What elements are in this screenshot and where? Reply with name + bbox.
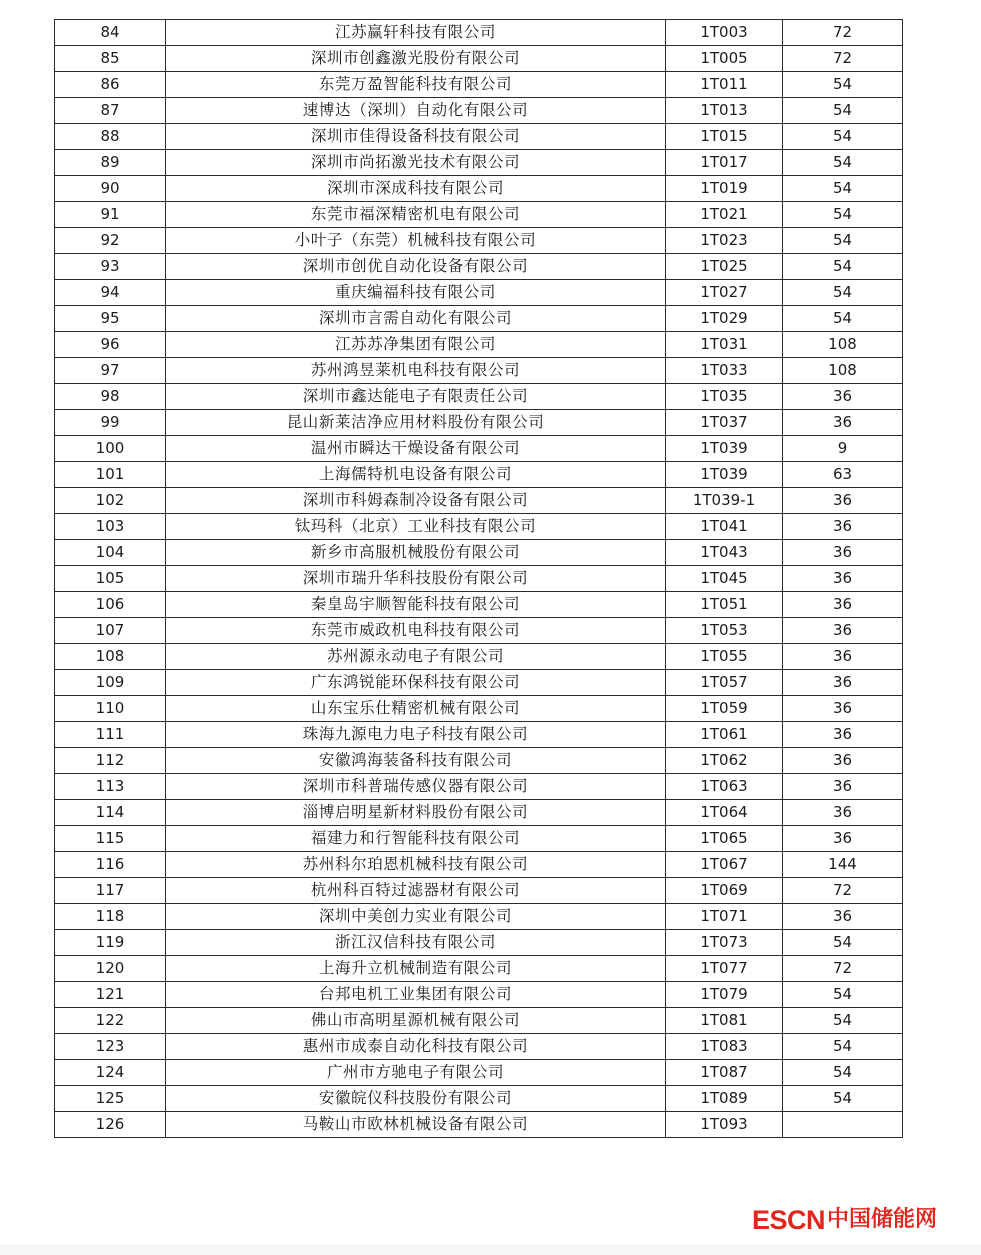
table-row: [55, 176, 903, 202]
area-quantity-cell: 36: [783, 410, 903, 436]
booth-code-cell: 1T011: [666, 72, 783, 98]
row-index-cell: 126: [55, 1112, 166, 1138]
booth-code-cell: 1T033: [666, 358, 783, 384]
area-quantity-cell: 36: [783, 514, 903, 540]
table-body: [55, 20, 903, 1138]
area-quantity-cell: 36: [783, 488, 903, 514]
table-row: [55, 930, 903, 956]
table-row: [55, 410, 903, 436]
booth-code-cell: 1T062: [666, 748, 783, 774]
area-quantity-cell: 54: [783, 150, 903, 176]
area-quantity-cell: 36: [783, 592, 903, 618]
area-quantity-cell: 54: [783, 1060, 903, 1086]
area-quantity-cell: 54: [783, 930, 903, 956]
company-name-cell: 深圳市尚拓激光技术有限公司: [166, 150, 666, 176]
table-row: [55, 904, 903, 930]
booth-code-cell: 1T081: [666, 1008, 783, 1034]
area-quantity-cell: 54: [783, 1008, 903, 1034]
row-index-cell: 124: [55, 1060, 166, 1086]
exhibitor-table-container: [54, 19, 902, 1138]
company-name-cell: 苏州科尔珀恩机械科技有限公司: [166, 852, 666, 878]
exhibitor-booth-table: [54, 19, 903, 1138]
company-name-cell: 钛玛科（北京）工业科技有限公司: [166, 514, 666, 540]
row-index-cell: 112: [55, 748, 166, 774]
booth-code-cell: 1T013: [666, 98, 783, 124]
booth-code-cell: 1T071: [666, 904, 783, 930]
table-row: [55, 306, 903, 332]
row-index-cell: 98: [55, 384, 166, 410]
area-quantity-cell: 54: [783, 280, 903, 306]
table-row: [55, 514, 903, 540]
row-index-cell: 116: [55, 852, 166, 878]
company-name-cell: 深圳市创优自动化设备有限公司: [166, 254, 666, 280]
company-name-cell: 昆山新莱洁净应用材料股份有限公司: [166, 410, 666, 436]
area-quantity-cell: 54: [783, 228, 903, 254]
company-name-cell: 苏州源永动电子有限公司: [166, 644, 666, 670]
company-name-cell: 深圳市科姆森制冷设备有限公司: [166, 488, 666, 514]
table-row: [55, 488, 903, 514]
table-row: [55, 852, 903, 878]
booth-code-cell: 1T027: [666, 280, 783, 306]
booth-code-cell: 1T061: [666, 722, 783, 748]
area-quantity-cell: 36: [783, 618, 903, 644]
area-quantity-cell: 54: [783, 176, 903, 202]
table-row: [55, 748, 903, 774]
table-row: [55, 670, 903, 696]
booth-code-cell: 1T063: [666, 774, 783, 800]
company-name-cell: 重庆编福科技有限公司: [166, 280, 666, 306]
area-quantity-cell: 36: [783, 670, 903, 696]
area-quantity-cell: 36: [783, 826, 903, 852]
area-quantity-cell: 72: [783, 46, 903, 72]
company-name-cell: 深圳市科普瑞传感仪器有限公司: [166, 774, 666, 800]
booth-code-cell: 1T055: [666, 644, 783, 670]
company-name-cell: 惠州市成泰自动化科技有限公司: [166, 1034, 666, 1060]
table-row: [55, 696, 903, 722]
table-row: [55, 98, 903, 124]
company-name-cell: 速博达（深圳）自动化有限公司: [166, 98, 666, 124]
area-quantity-cell: 54: [783, 982, 903, 1008]
row-index-cell: 108: [55, 644, 166, 670]
booth-code-cell: 1T065: [666, 826, 783, 852]
row-index-cell: 91: [55, 202, 166, 228]
company-name-cell: 深圳市鑫达能电子有限责任公司: [166, 384, 666, 410]
watermark-latin-text: ESCN: [752, 1205, 826, 1235]
table-row: [55, 566, 903, 592]
page-bottom-edge: [0, 1244, 981, 1255]
booth-code-cell: 1T039: [666, 462, 783, 488]
table-row: [55, 384, 903, 410]
area-quantity-cell: 54: [783, 1086, 903, 1112]
company-name-cell: 上海升立机械制造有限公司: [166, 956, 666, 982]
row-index-cell: 113: [55, 774, 166, 800]
row-index-cell: 105: [55, 566, 166, 592]
area-quantity-cell: 144: [783, 852, 903, 878]
row-index-cell: 101: [55, 462, 166, 488]
area-quantity-cell: 9: [783, 436, 903, 462]
area-quantity-cell: 54: [783, 254, 903, 280]
table-row: [55, 592, 903, 618]
booth-code-cell: 1T025: [666, 254, 783, 280]
table-row: [55, 228, 903, 254]
area-quantity-cell: 63: [783, 462, 903, 488]
row-index-cell: 99: [55, 410, 166, 436]
row-index-cell: 114: [55, 800, 166, 826]
booth-code-cell: 1T053: [666, 618, 783, 644]
table-row: [55, 1086, 903, 1112]
booth-code-cell: 1T005: [666, 46, 783, 72]
row-index-cell: 118: [55, 904, 166, 930]
booth-code-cell: 1T079: [666, 982, 783, 1008]
table-row: [55, 202, 903, 228]
booth-code-cell: 1T073: [666, 930, 783, 956]
booth-code-cell: 1T093: [666, 1112, 783, 1138]
booth-code-cell: 1T041: [666, 514, 783, 540]
row-index-cell: 84: [55, 20, 166, 46]
company-name-cell: 江苏赢轩科技有限公司: [166, 20, 666, 46]
booth-code-cell: 1T059: [666, 696, 783, 722]
table-row: [55, 878, 903, 904]
booth-code-cell: 1T045: [666, 566, 783, 592]
area-quantity-cell: 36: [783, 722, 903, 748]
area-quantity-cell: 36: [783, 774, 903, 800]
company-name-cell: 深圳中美创力实业有限公司: [166, 904, 666, 930]
company-name-cell: 上海儒特机电设备有限公司: [166, 462, 666, 488]
area-quantity-cell: 36: [783, 644, 903, 670]
row-index-cell: 111: [55, 722, 166, 748]
booth-code-cell: 1T069: [666, 878, 783, 904]
area-quantity-cell: [783, 1112, 903, 1138]
company-name-cell: 东莞市福深精密机电有限公司: [166, 202, 666, 228]
booth-code-cell: 1T021: [666, 202, 783, 228]
area-quantity-cell: 36: [783, 540, 903, 566]
booth-code-cell: 1T003: [666, 20, 783, 46]
area-quantity-cell: 54: [783, 202, 903, 228]
table-row: [55, 72, 903, 98]
table-row: [55, 1008, 903, 1034]
booth-code-cell: 1T083: [666, 1034, 783, 1060]
row-index-cell: 109: [55, 670, 166, 696]
company-name-cell: 福建力和行智能科技有限公司: [166, 826, 666, 852]
company-name-cell: 安徽皖仪科技股份有限公司: [166, 1086, 666, 1112]
company-name-cell: 深圳市深成科技有限公司: [166, 176, 666, 202]
table-row: [55, 1112, 903, 1138]
row-index-cell: 89: [55, 150, 166, 176]
table-row: [55, 1060, 903, 1086]
area-quantity-cell: 36: [783, 800, 903, 826]
area-quantity-cell: 108: [783, 358, 903, 384]
company-name-cell: 杭州科百特过滤器材有限公司: [166, 878, 666, 904]
company-name-cell: 山东宝乐仕精密机械有限公司: [166, 696, 666, 722]
table-row: [55, 332, 903, 358]
area-quantity-cell: 36: [783, 696, 903, 722]
row-index-cell: 87: [55, 98, 166, 124]
area-quantity-cell: 54: [783, 1034, 903, 1060]
row-index-cell: 107: [55, 618, 166, 644]
table-row: [55, 150, 903, 176]
row-index-cell: 92: [55, 228, 166, 254]
booth-code-cell: 1T067: [666, 852, 783, 878]
row-index-cell: 93: [55, 254, 166, 280]
watermark-chinese-text: 中国储能网: [827, 1207, 938, 1232]
booth-code-cell: 1T039-1: [666, 488, 783, 514]
company-name-cell: 深圳市言需自动化有限公司: [166, 306, 666, 332]
table-row: [55, 20, 903, 46]
table-row: [55, 722, 903, 748]
booth-code-cell: 1T077: [666, 956, 783, 982]
booth-code-cell: 1T057: [666, 670, 783, 696]
area-quantity-cell: 54: [783, 98, 903, 124]
escn-watermark-logo: [748, 1202, 943, 1238]
company-name-cell: 浙江汉信科技有限公司: [166, 930, 666, 956]
table-row: [55, 982, 903, 1008]
booth-code-cell: 1T087: [666, 1060, 783, 1086]
row-index-cell: 115: [55, 826, 166, 852]
table-row: [55, 462, 903, 488]
booth-code-cell: 1T064: [666, 800, 783, 826]
area-quantity-cell: 36: [783, 904, 903, 930]
row-index-cell: 122: [55, 1008, 166, 1034]
booth-code-cell: 1T031: [666, 332, 783, 358]
area-quantity-cell: 72: [783, 20, 903, 46]
table-row: [55, 956, 903, 982]
row-index-cell: 104: [55, 540, 166, 566]
row-index-cell: 85: [55, 46, 166, 72]
table-row: [55, 774, 903, 800]
row-index-cell: 120: [55, 956, 166, 982]
area-quantity-cell: 108: [783, 332, 903, 358]
table-row: [55, 644, 903, 670]
row-index-cell: 106: [55, 592, 166, 618]
booth-code-cell: 1T029: [666, 306, 783, 332]
row-index-cell: 88: [55, 124, 166, 150]
company-name-cell: 新乡市高服机械股份有限公司: [166, 540, 666, 566]
row-index-cell: 90: [55, 176, 166, 202]
table-row: [55, 46, 903, 72]
row-index-cell: 96: [55, 332, 166, 358]
row-index-cell: 119: [55, 930, 166, 956]
table-row: [55, 826, 903, 852]
company-name-cell: 苏州鸿昱莱机电科技有限公司: [166, 358, 666, 384]
booth-code-cell: 1T039: [666, 436, 783, 462]
table-row: [55, 280, 903, 306]
table-row: [55, 358, 903, 384]
booth-code-cell: 1T043: [666, 540, 783, 566]
table-row: [55, 254, 903, 280]
table-row: [55, 436, 903, 462]
company-name-cell: 秦皇岛宇顺智能科技有限公司: [166, 592, 666, 618]
area-quantity-cell: 72: [783, 878, 903, 904]
row-index-cell: 97: [55, 358, 166, 384]
company-name-cell: 珠海九源电力电子科技有限公司: [166, 722, 666, 748]
area-quantity-cell: 54: [783, 72, 903, 98]
row-index-cell: 86: [55, 72, 166, 98]
area-quantity-cell: 54: [783, 306, 903, 332]
company-name-cell: 安徽鸿海装备科技有限公司: [166, 748, 666, 774]
row-index-cell: 123: [55, 1034, 166, 1060]
company-name-cell: 深圳市佳得设备科技有限公司: [166, 124, 666, 150]
table-row: [55, 618, 903, 644]
booth-code-cell: 1T051: [666, 592, 783, 618]
row-index-cell: 117: [55, 878, 166, 904]
company-name-cell: 台邦电机工业集团有限公司: [166, 982, 666, 1008]
area-quantity-cell: 72: [783, 956, 903, 982]
table-row: [55, 1034, 903, 1060]
table-row: [55, 124, 903, 150]
booth-code-cell: 1T089: [666, 1086, 783, 1112]
booth-code-cell: 1T015: [666, 124, 783, 150]
company-name-cell: 温州市瞬达干燥设备有限公司: [166, 436, 666, 462]
row-index-cell: 95: [55, 306, 166, 332]
booth-code-cell: 1T023: [666, 228, 783, 254]
row-index-cell: 103: [55, 514, 166, 540]
area-quantity-cell: 36: [783, 384, 903, 410]
booth-code-cell: 1T037: [666, 410, 783, 436]
company-name-cell: 东莞万盈智能科技有限公司: [166, 72, 666, 98]
row-index-cell: 102: [55, 488, 166, 514]
booth-code-cell: 1T035: [666, 384, 783, 410]
row-index-cell: 110: [55, 696, 166, 722]
booth-code-cell: 1T017: [666, 150, 783, 176]
area-quantity-cell: 36: [783, 748, 903, 774]
row-index-cell: 100: [55, 436, 166, 462]
area-quantity-cell: 36: [783, 566, 903, 592]
table-row: [55, 800, 903, 826]
company-name-cell: 佛山市高明星源机械有限公司: [166, 1008, 666, 1034]
row-index-cell: 94: [55, 280, 166, 306]
area-quantity-cell: 54: [783, 124, 903, 150]
company-name-cell: 广州市方驰电子有限公司: [166, 1060, 666, 1086]
company-name-cell: 淄博启明星新材料股份有限公司: [166, 800, 666, 826]
company-name-cell: 深圳市创鑫激光股份有限公司: [166, 46, 666, 72]
row-index-cell: 121: [55, 982, 166, 1008]
company-name-cell: 江苏苏净集团有限公司: [166, 332, 666, 358]
booth-code-cell: 1T019: [666, 176, 783, 202]
company-name-cell: 小叶子（东莞）机械科技有限公司: [166, 228, 666, 254]
row-index-cell: 125: [55, 1086, 166, 1112]
company-name-cell: 广东鸿锐能环保科技有限公司: [166, 670, 666, 696]
company-name-cell: 深圳市瑞升华科技股份有限公司: [166, 566, 666, 592]
table-row: [55, 540, 903, 566]
company-name-cell: 东莞市威政机电科技有限公司: [166, 618, 666, 644]
company-name-cell: 马鞍山市欧林机械设备有限公司: [166, 1112, 666, 1138]
